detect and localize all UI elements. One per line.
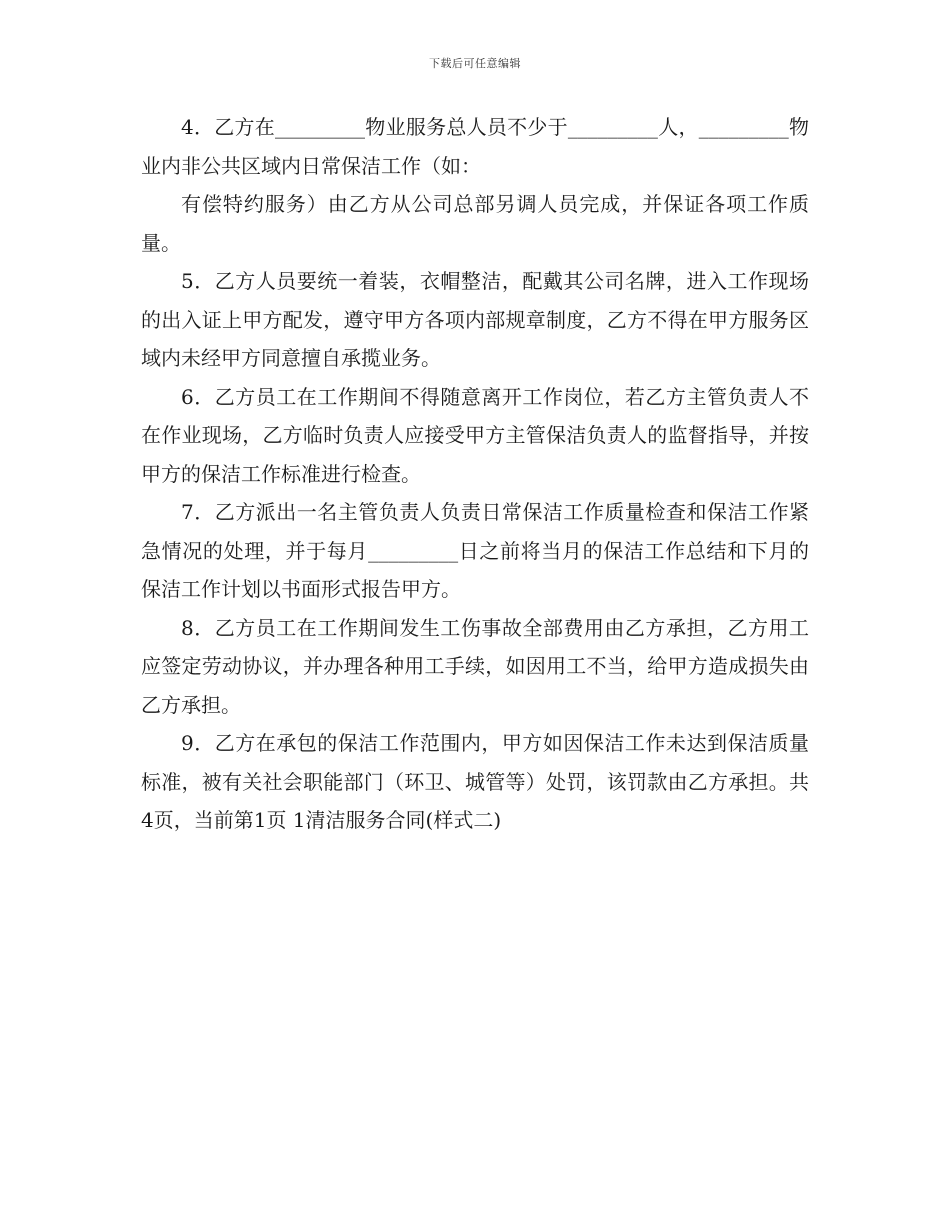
page-header-note: 下载后可任意编辑: [429, 57, 521, 70]
paragraph-clause-7: 7．乙方派出一名主管负责人负责日常保洁工作质量检查和保洁工作紧急情况的处理，并于每月_________日之前将当月的保洁工作总结和下月的保洁工作计划以书面形式报告甲方。: [141, 500, 809, 601]
paragraph-clause-4-part-1: 4．乙方在_________物业服务总人员不少于_________人，_________物业内非公共区域内日常保洁工作（如：: [141, 115, 809, 178]
paragraph-clause-8: 8．乙方员工在工作期间发生工伤事故全部费用由乙方承担，乙方用工应签定劳动协议，并办理各种用工手续，如因用工不当，给甲方造成损失由乙方承担。: [141, 615, 809, 717]
paragraph-clause-4-part-2: 有偿特约服务）由乙方从公司总部另调人员完成，并保证各项工作质量。: [141, 192, 809, 255]
paragraph-clause-9: 9．乙方在承包的保洁工作范围内，甲方如因保洁工作未达到保洁质量标准，被有关社会职能部门（环卫、城管等）处罚，该罚款由乙方承担。共4页，当前第1页 1清洁服务合同(样式二): [141, 731, 809, 832]
paragraph-clause-6: 6．乙方员工在工作期间不得随意离开工作岗位，若乙方主管负责人不在作业现场，乙方临时负责人应接受甲方主管保洁负责人的监督指导，并按甲方的保洁工作标准进行检查。: [141, 384, 809, 486]
paragraph-clause-5: 5．乙方人员要统一着装，衣帽整洁，配戴其公司名牌，进入工作现场的出入证上甲方配发，遵守甲方各项内部规章制度，乙方不得在甲方服务区域内未经甲方同意擅自承揽业务。: [141, 269, 809, 370]
document-body: [141, 108, 809, 840]
